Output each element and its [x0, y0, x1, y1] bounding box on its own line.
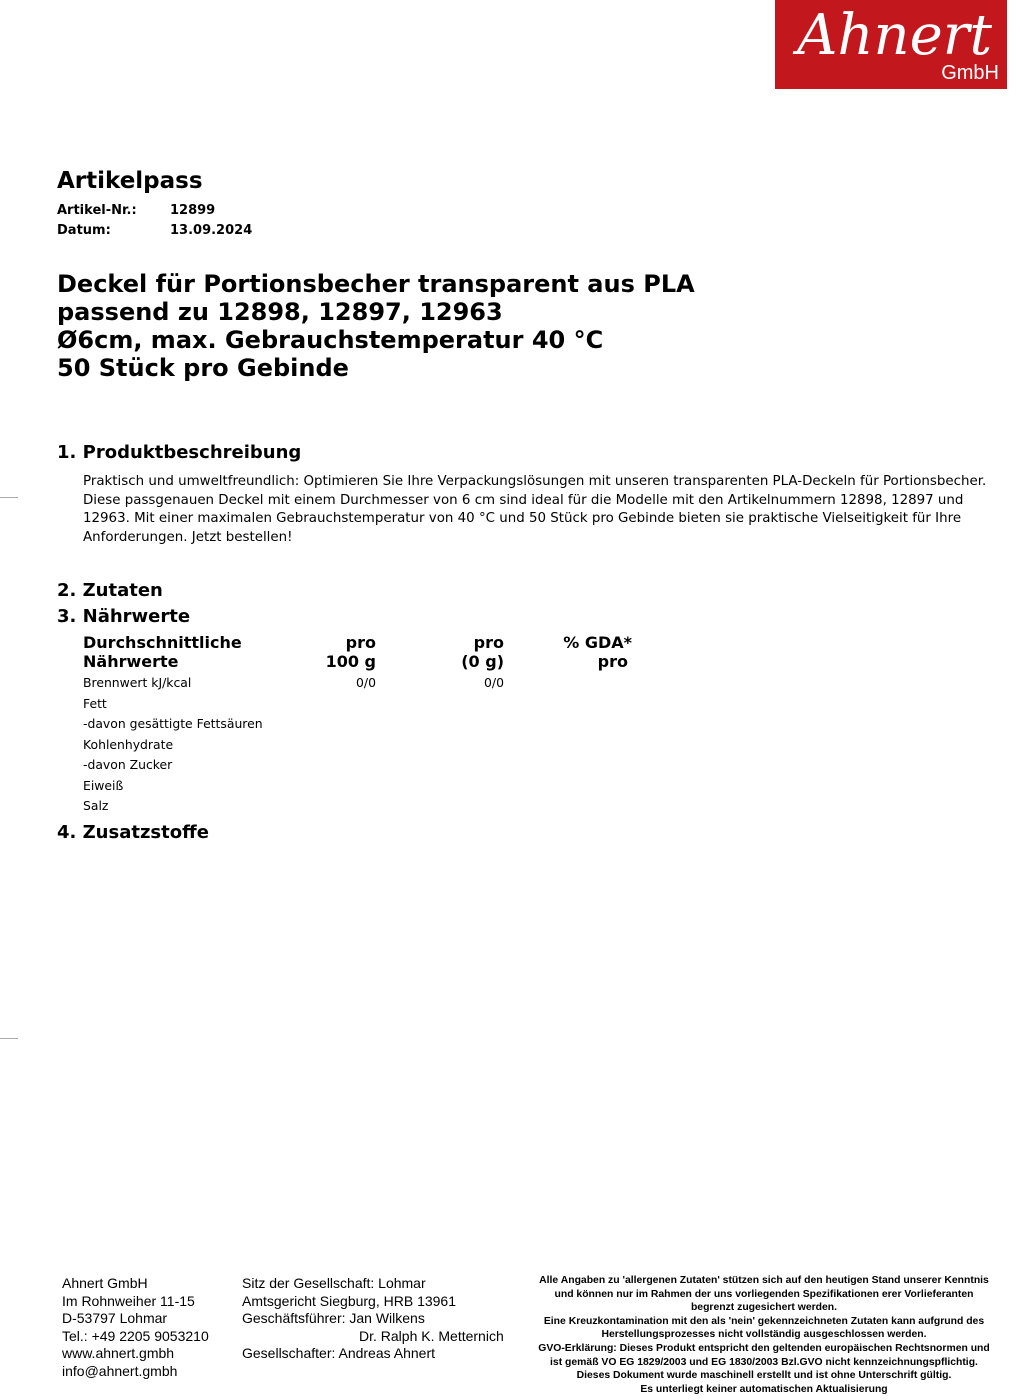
nutrition-row-name: Eiweiß: [83, 778, 124, 793]
logo-brand-text: Ahnert: [797, 3, 992, 68]
product-title-line: Deckel für Portionsbecher transparent aus PLA: [57, 270, 695, 298]
document-title: Artikelpass: [57, 168, 203, 194]
disclaimer-line: ist gemäß VO EG 1829/2003 und EG 1830/2003 Bzl.GVO nicht kennzeichnungspflichtig.: [550, 1356, 978, 1368]
footer-legal-line: Dr. Ralph K. Metternich: [359, 1327, 504, 1344]
ingredients-heading: 2. Zutaten: [57, 580, 163, 601]
disclaimer-line: Es unterliegt keiner automatischen Aktualisierung: [640, 1383, 888, 1395]
footer-legal-line: Gesellschafter: Andreas Ahnert: [242, 1345, 435, 1361]
nutrition-row-name: Fett: [83, 696, 107, 711]
footer-legal-line: Amtsgericht Siegburg, HRB 13961: [242, 1292, 456, 1309]
footer-legal-line: Sitz der Gesellschaft: Lohmar: [242, 1275, 426, 1291]
footer-legal-block: [242, 1275, 504, 1363]
article-number-value: 12899: [170, 203, 216, 218]
nutrition-row-per100: 0/0: [356, 675, 376, 690]
disclaimer-line: begrenzt zugesichert werden.: [690, 1302, 838, 1314]
nutrition-header-perportion: pro: [473, 633, 504, 652]
footer-company-line: www.ahnert.gmbh: [62, 1345, 175, 1361]
nutrition-row-name: Kohlenhydrate: [83, 737, 174, 752]
footer-company-line: Tel.: +49 2205 9053210: [62, 1327, 209, 1344]
nutrition-row-name: -davon gesättigte Fettsäuren: [83, 716, 263, 731]
disclaimer-line: Alle Angaben zu 'allergenen Zutaten' stützen sich auf den heutigen Stand unserer Kenntnis: [539, 1275, 989, 1286]
footer-company-line: D-53797 Lohmar: [62, 1310, 168, 1326]
nutrition-header-gda: pro: [597, 652, 628, 671]
disclaimer-line: GVO-Erklärung: Dieses Produkt entspricht den geltenden europäischen Rechtsnormen und: [538, 1342, 990, 1354]
nutrition-heading: 3. Nährwerte: [57, 606, 191, 627]
footer-disclaimer: [525, 1274, 1003, 1396]
footer-company-line: info@ahnert.gmbh: [62, 1362, 178, 1379]
nutrition-header-gda: % GDA*: [563, 633, 632, 652]
footer-company-line: Ahnert GmbH: [62, 1275, 148, 1291]
nutrition-row-name: -davon Zucker: [83, 757, 173, 772]
product-title-line: 50 Stück pro Gebinde: [57, 354, 349, 382]
footer-company-block: [62, 1275, 209, 1380]
product-title-line: Ø6cm, max. Gebrauchstemperatur 40 °C: [57, 326, 604, 354]
product-title: [57, 270, 695, 382]
article-number-label: Artikel-Nr.:: [57, 203, 137, 218]
company-logo: [775, 0, 1007, 89]
description-text: Praktisch und umweltfreundlich: Optimieren Sie Ihre Verpackungslösungen mit unseren transparenten PLA-Deckeln für Portionsbecher. Diese passgenauen Deckel mit einem Durchmesser von 6 cm sind ideal für die Modelle mit den Artikelnummern 12898, 12897 und 12963. Mit einer maximalen Gebrauchstemperatur von 40 °C und 50 Stück pro Gebinde bieten sie praktische Vielseitigkeit für Ihre Anforderungen. Jetzt bestellen!: [83, 474, 987, 545]
footer-legal-line: Geschäftsführer: Jan Wilkens: [242, 1310, 425, 1326]
margin-tick: [0, 497, 18, 498]
nutrition-row-name: Brennwert kJ/kcal: [83, 675, 192, 690]
nutrition-header-name: Nährwerte: [83, 652, 179, 671]
disclaimer-line: Eine Kreuzkontamination mit den als 'nein' gekennzeichneten Zutaten kann aufgrund des: [543, 1315, 985, 1327]
margin-tick: [0, 1038, 18, 1039]
footer-company-line: Im Rohnweiher 11-15: [62, 1292, 195, 1309]
product-title-line: passend zu 12898, 12897, 12963: [57, 298, 503, 326]
nutrition-header-perportion: (0 g): [461, 652, 504, 671]
nutrition-header-per100: 100 g: [325, 652, 376, 671]
nutrition-row-perportion: 0/0: [484, 675, 504, 690]
logo-suffix-text: GmbH: [941, 62, 999, 84]
date-value: 13.09.2024: [170, 223, 253, 238]
nutrition-header-name: Durchschnittliche: [83, 633, 242, 652]
disclaimer-line: Dieses Dokument wurde maschinell erstellt und ist ohne Unterschrift gültig.: [576, 1370, 952, 1382]
disclaimer-line: Herstellungsprozesses nicht vollständig ausgeschlossen werden.: [601, 1329, 927, 1341]
nutrition-row-name: Salz: [83, 798, 109, 813]
date-label: Datum:: [57, 223, 111, 238]
disclaimer-line: und können nur im Rahmen der uns vorliegenden Spezifikationen erer Vorlieferanten: [554, 1288, 974, 1300]
additives-heading: 4. Zusatzstoffe: [57, 822, 209, 843]
nutrition-header-per100: pro: [345, 633, 376, 652]
description-heading: 1. Produktbeschreibung: [57, 442, 302, 463]
